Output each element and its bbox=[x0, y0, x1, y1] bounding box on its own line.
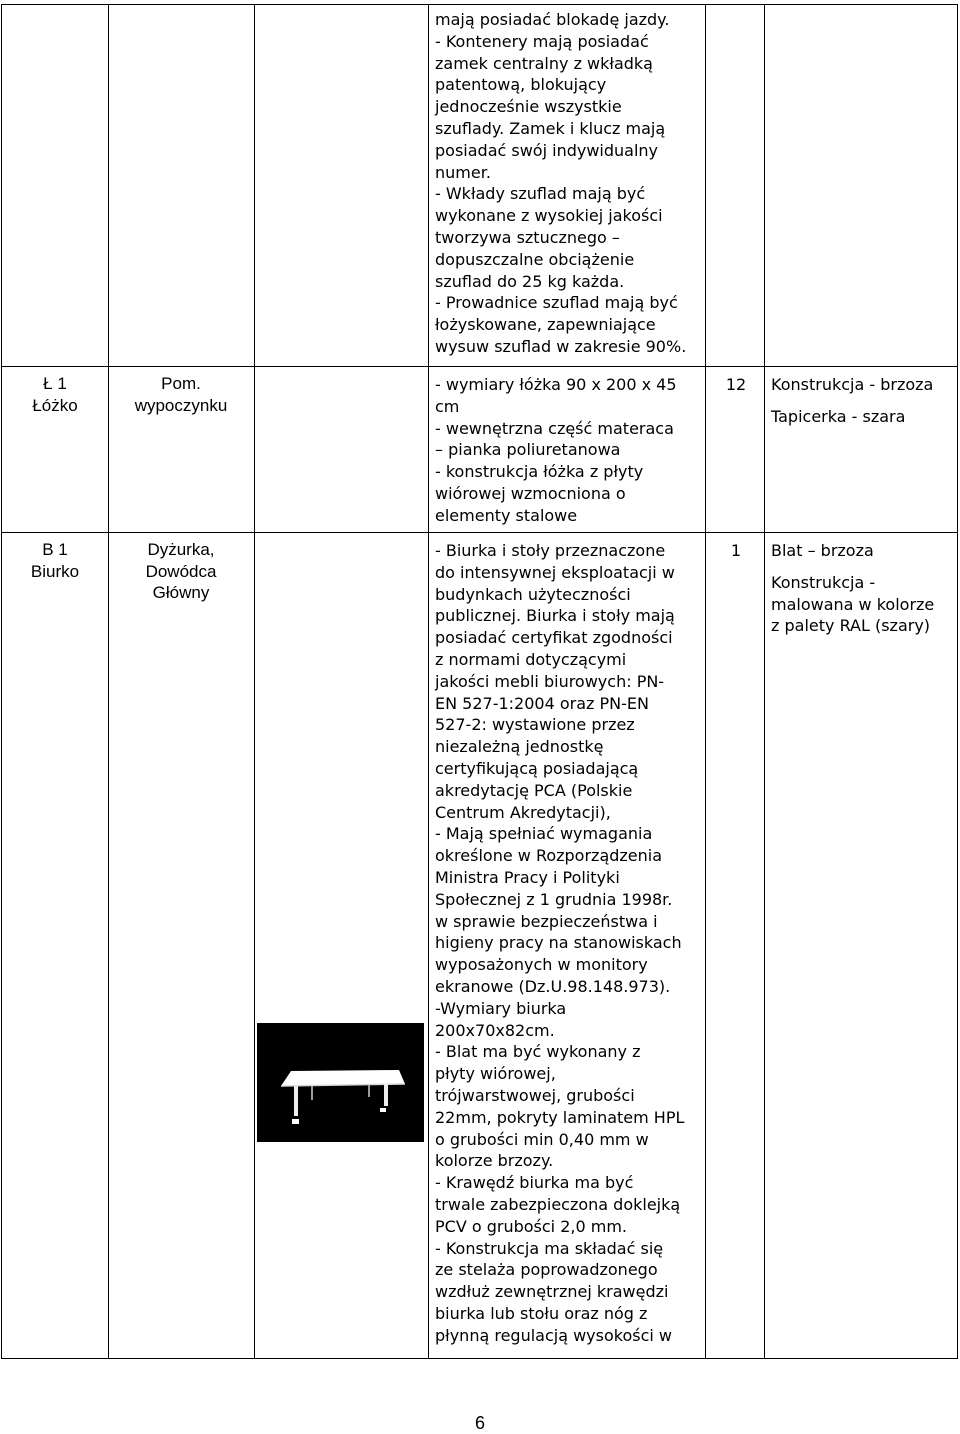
continuation-description: mają posiadać blokadę jazdy. - Kontenery mają posiadać zamek centralny z wkładką patentową, blokujący jednocześnie wszystkie szuflady. Zamek i klucz mają posiadać swój indywidualny numer. - Wkłady szuflad mają być wykonane z wysokiej jakości tworzywa sztucznego – dopuszczalne obciążenie szuflad do 25 kg każda. - Prowadnice szuflad mają być łożyskowane, zapewniające wysuw szuflad w zakresie 90%. bbox=[435, 10, 687, 356]
finish-line: Konstrukcja - malowana w kolorze z palety RAL (szary) bbox=[771, 572, 935, 636]
finish-line: Konstrukcja - brzoza bbox=[771, 375, 934, 394]
column-divider bbox=[108, 4, 109, 1359]
finish-line: Tapicerka - szara bbox=[771, 406, 906, 426]
desk-icon bbox=[257, 1023, 424, 1142]
page-number: 6 bbox=[474, 1413, 485, 1433]
column-divider bbox=[764, 4, 765, 1359]
table-border-right bbox=[957, 4, 958, 1359]
column-divider bbox=[705, 4, 706, 1359]
desk-image bbox=[257, 1023, 424, 1142]
finish-line: Blat – brzoza bbox=[771, 541, 874, 560]
item-code-cell bbox=[4, 539, 106, 582]
item-code: Ł 1 bbox=[43, 374, 67, 393]
item-quantity: 12 bbox=[725, 375, 747, 394]
item-finish-cell bbox=[771, 374, 957, 438]
table-border-bottom bbox=[1, 1358, 958, 1359]
room-name: Pom. wypoczynku bbox=[134, 374, 228, 415]
item-description: - Biurka i stoły przeznaczone do intensywnej eksploatacji w budynkach użyteczności publicznej. Biurka i stoły mają posiadać certyfikat zgodności z normami dotyczącymi jakości mebli biurowych: PN- EN 527-1:2004 oraz PN-EN 527-2: wystawione przez niezależną jednostkę certyfikującą posiadającą akredytację PCA (Polskie Centrum Akredytacji), - Mają spełniać wymagania określone w Rozporządzenia Ministra Pracy i Polityki Społecznej z 1 grudnia 1998r. w sprawie bezpieczeństwa i higieny pracy na stanowiskach wyposażonych w monitory ekranowe (Dz.U.98.148.973). -Wymiary biurka 200x70x82cm. - Blat ma być wykonany z płyty wiórowej, trójwarstwowej, grubości 22mm, pokryty laminatem HPL o grubości min 0,40 mm w kolorze brzozy. - Krawędź biurka ma być trwale zabezpieczona doklejką PCV o grubości 2,0 mm. - Konstrukcja ma składać się ze stelaża poprowadzonego wzdłuż zewnętrznej krawędzi biurka lub stołu oraz nóg z płynną regulacją wysokości w bbox=[435, 541, 685, 1345]
item-quantity: 1 bbox=[730, 541, 742, 560]
room-name: Dyżurka, Dowódca Główny bbox=[145, 540, 217, 602]
column-divider bbox=[428, 4, 429, 1359]
item-description: - wymiary łóżka 90 x 200 x 45 cm - wewnętrzna część materaca – pianka poliuretanowa - konstrukcja łóżka z płyty wiórowej wzmocniona o elementy stalowe bbox=[435, 375, 677, 525]
table-border-left bbox=[1, 4, 2, 1359]
item-code: B 1 bbox=[42, 540, 68, 559]
item-code-cell bbox=[4, 373, 106, 416]
table-border-top bbox=[1, 4, 958, 5]
row-divider bbox=[1, 532, 958, 533]
column-divider bbox=[254, 4, 255, 1359]
item-name: Biurko bbox=[30, 561, 80, 581]
item-name: Łóżko bbox=[32, 395, 78, 415]
item-finish-cell bbox=[771, 540, 957, 647]
row-divider bbox=[1, 366, 958, 367]
